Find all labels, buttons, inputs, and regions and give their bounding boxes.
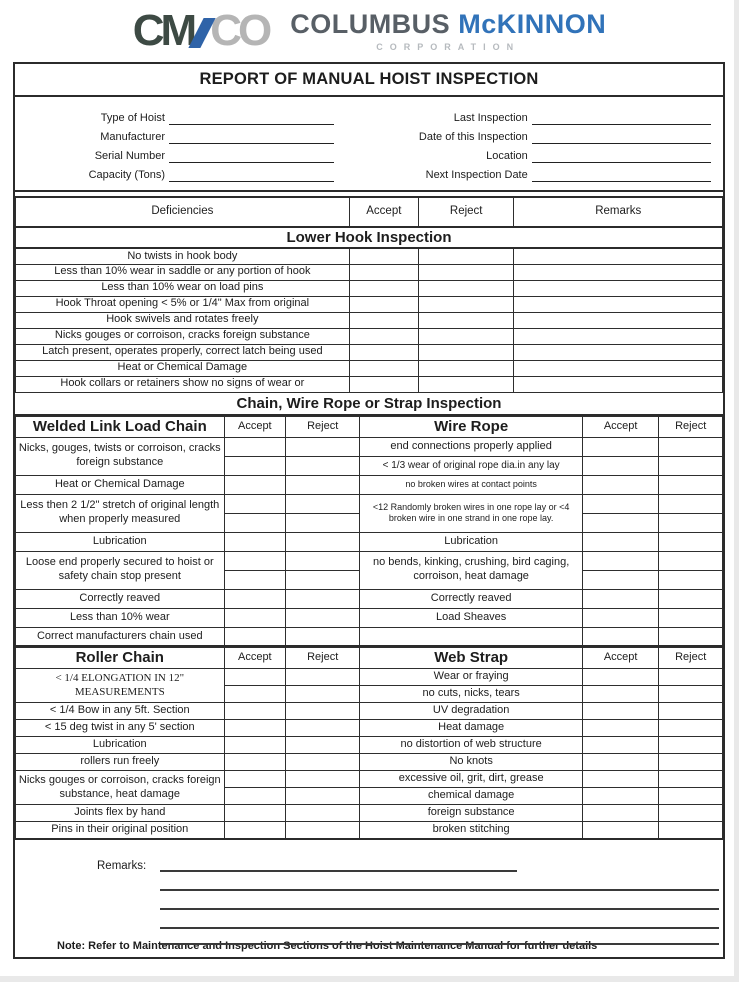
wire-rope-item-label bbox=[360, 627, 583, 646]
reject-cell[interactable] bbox=[659, 570, 723, 589]
remarks-cell[interactable] bbox=[514, 360, 723, 376]
reject-cell[interactable] bbox=[659, 754, 723, 771]
field-label-location: Location bbox=[486, 150, 528, 162]
column-header-reject: Reject bbox=[286, 648, 360, 669]
accept-cell[interactable] bbox=[583, 551, 659, 570]
inspection-row bbox=[16, 280, 723, 296]
remarks-cell[interactable] bbox=[514, 296, 723, 312]
reject-cell[interactable] bbox=[286, 570, 360, 589]
column-header-accept: Accept bbox=[349, 197, 418, 227]
header-fields bbox=[15, 97, 723, 192]
roller-web-strap-table bbox=[15, 647, 723, 840]
reject-cell[interactable] bbox=[418, 312, 513, 328]
web-strap-item-label: No knots bbox=[360, 754, 583, 771]
inspection-row bbox=[16, 805, 723, 822]
reject-cell[interactable] bbox=[659, 513, 723, 532]
reject-cell[interactable] bbox=[659, 456, 723, 475]
reject-cell[interactable] bbox=[286, 532, 360, 551]
web-strap-item-label: no distortion of web structure bbox=[360, 737, 583, 754]
accept-cell[interactable] bbox=[583, 771, 659, 788]
field-input-manufacturer[interactable] bbox=[169, 130, 334, 144]
chain-wire-rope-table bbox=[15, 416, 723, 648]
roller-chain-item-label: < 1/4 Bow in any 5ft. Section bbox=[16, 703, 225, 720]
remarks-cell[interactable] bbox=[514, 344, 723, 360]
remarks-line[interactable] bbox=[160, 870, 517, 872]
inspection-row bbox=[16, 720, 723, 737]
reject-cell[interactable] bbox=[286, 437, 360, 456]
column-header-accept: Accept bbox=[583, 648, 659, 669]
chain-item-label: Correctly reaved bbox=[16, 589, 225, 608]
accept-cell[interactable] bbox=[583, 737, 659, 754]
wire-rope-item-label: Lubrication bbox=[360, 532, 583, 551]
field-input-capacity[interactable] bbox=[169, 168, 334, 182]
remarks-section bbox=[15, 840, 723, 940]
wire-rope-item-label: <12 Randomly broken wires in one rope lay or <4 broken wire in one strand in one rope lay. bbox=[360, 494, 583, 532]
field-row-location bbox=[348, 144, 723, 163]
reject-cell[interactable] bbox=[659, 805, 723, 822]
field-label-next-inspection-date: Next Inspection Date bbox=[425, 169, 528, 181]
remarks-line[interactable] bbox=[160, 889, 719, 891]
reject-cell[interactable] bbox=[659, 589, 723, 608]
reject-cell[interactable] bbox=[659, 822, 723, 839]
field-input-date-of-inspection[interactable] bbox=[532, 130, 711, 144]
reject-cell[interactable] bbox=[418, 296, 513, 312]
section-title-row bbox=[16, 227, 723, 248]
field-row-next-inspection-date bbox=[348, 163, 723, 182]
accept-cell[interactable] bbox=[224, 686, 286, 703]
accept-cell[interactable] bbox=[583, 513, 659, 532]
field-label-serial-number: Serial Number bbox=[94, 150, 165, 162]
reject-cell[interactable] bbox=[659, 771, 723, 788]
reject-cell[interactable] bbox=[286, 822, 360, 839]
inspection-row bbox=[16, 737, 723, 754]
accept-cell[interactable] bbox=[583, 589, 659, 608]
deficiency-label: Hook collars or retainers show no signs of wear or bbox=[16, 376, 350, 392]
reject-cell[interactable] bbox=[286, 475, 360, 494]
inspection-row bbox=[16, 264, 723, 280]
reject-cell[interactable] bbox=[659, 788, 723, 805]
accept-cell[interactable] bbox=[224, 570, 286, 589]
chain-item-label: Less then 2 1/2" stretch of original length when properly measured bbox=[16, 494, 225, 532]
logo-co-letters: CO bbox=[210, 6, 269, 55]
deficiency-label: Less than 10% wear in saddle or any portion of hook bbox=[16, 264, 350, 280]
column-header-accept: Accept bbox=[224, 416, 286, 437]
inspection-row bbox=[16, 437, 723, 456]
field-label-capacity: Capacity (Tons) bbox=[88, 169, 165, 181]
column-header-accept: Accept bbox=[224, 648, 286, 669]
web-strap-item-label: Wear or fraying bbox=[360, 669, 583, 686]
remarks-cell[interactable] bbox=[514, 328, 723, 344]
reject-cell[interactable] bbox=[659, 494, 723, 513]
reject-cell[interactable] bbox=[659, 608, 723, 627]
wire-rope-item-label: Correctly reaved bbox=[360, 589, 583, 608]
field-input-location[interactable] bbox=[532, 149, 711, 163]
block-header-row bbox=[16, 648, 723, 669]
chain-item-label: Lubrication bbox=[16, 532, 225, 551]
section-title-lower-hook: Lower Hook Inspection bbox=[16, 227, 723, 248]
inspection-row bbox=[16, 532, 723, 551]
reject-cell[interactable] bbox=[286, 494, 360, 513]
reject-cell[interactable] bbox=[659, 669, 723, 686]
column-header-accept: Accept bbox=[583, 416, 659, 437]
remarks-cell[interactable] bbox=[514, 264, 723, 280]
column-header-reject: Reject bbox=[286, 416, 360, 437]
deficiency-label: Hook swivels and rotates freely bbox=[16, 312, 350, 328]
corporation-subtitle: CORPORATION bbox=[376, 41, 521, 52]
deficiencies-header-row bbox=[16, 197, 723, 227]
wire-rope-item-label: < 1/3 wear of original rope dia.in any lay bbox=[360, 456, 583, 475]
accept-cell[interactable] bbox=[583, 703, 659, 720]
reject-cell[interactable] bbox=[286, 720, 360, 737]
accept-cell[interactable] bbox=[583, 669, 659, 686]
accept-cell[interactable] bbox=[349, 248, 418, 264]
remarks-label: Remarks: bbox=[97, 859, 147, 872]
roller-chain-item-label: < 1/4 ELONGATION IN 12" MEASUREMENTS bbox=[16, 669, 225, 703]
inspection-row bbox=[16, 754, 723, 771]
inspection-row bbox=[16, 551, 723, 570]
accept-cell[interactable] bbox=[349, 376, 418, 392]
company-name-secondary: McKINNON bbox=[458, 9, 607, 40]
accept-cell[interactable] bbox=[224, 456, 286, 475]
remarks-cell[interactable] bbox=[514, 312, 723, 328]
accept-cell[interactable] bbox=[224, 754, 286, 771]
web-strap-item-label: no cuts, nicks, tears bbox=[360, 686, 583, 703]
column-header-reject: Reject bbox=[659, 648, 723, 669]
field-label-date-of-inspection: Date of this Inspection bbox=[418, 131, 528, 143]
chain-item-label: Heat or Chemical Damage bbox=[16, 475, 225, 494]
inspection-row bbox=[16, 312, 723, 328]
deficiency-label: Hook Throat opening < 5% or 1/4" Max from original bbox=[16, 296, 350, 312]
reject-cell[interactable] bbox=[659, 475, 723, 494]
accept-cell[interactable] bbox=[224, 737, 286, 754]
accept-cell[interactable] bbox=[224, 771, 286, 788]
reject-cell[interactable] bbox=[286, 669, 360, 686]
inspection-row bbox=[16, 669, 723, 686]
reject-cell[interactable] bbox=[418, 376, 513, 392]
roller-chain-item-label: Joints flex by hand bbox=[16, 805, 225, 822]
accept-cell[interactable] bbox=[224, 703, 286, 720]
accept-cell[interactable] bbox=[224, 494, 286, 513]
cmco-logo bbox=[132, 6, 269, 55]
web-strap-item-label: UV degradation bbox=[360, 703, 583, 720]
reject-cell[interactable] bbox=[659, 627, 723, 646]
accept-cell[interactable] bbox=[224, 608, 286, 627]
web-strap-item-label: foreign substance bbox=[360, 805, 583, 822]
deficiency-label: Latch present, operates properly, correct latch being used bbox=[16, 344, 350, 360]
reject-cell[interactable] bbox=[286, 686, 360, 703]
accept-cell[interactable] bbox=[583, 494, 659, 513]
wire-rope-item-label: no bends, kinking, crushing, bird caging, corroison, heat damage bbox=[360, 551, 583, 589]
remarks-line[interactable] bbox=[160, 927, 719, 929]
accept-cell[interactable] bbox=[583, 456, 659, 475]
inspection-row bbox=[16, 627, 723, 646]
reject-cell[interactable] bbox=[286, 805, 360, 822]
inspection-row bbox=[16, 608, 723, 627]
company-name bbox=[290, 10, 606, 38]
reject-cell[interactable] bbox=[418, 280, 513, 296]
accept-cell[interactable] bbox=[349, 344, 418, 360]
reject-cell[interactable] bbox=[659, 737, 723, 754]
accept-cell[interactable] bbox=[583, 532, 659, 551]
field-row-serial-number bbox=[15, 144, 348, 163]
field-row-date-of-inspection bbox=[348, 125, 723, 144]
inspection-row bbox=[16, 360, 723, 376]
accept-cell[interactable] bbox=[349, 264, 418, 280]
inspection-row bbox=[16, 376, 723, 392]
reject-cell[interactable] bbox=[418, 328, 513, 344]
remarks-line[interactable] bbox=[160, 943, 719, 945]
reject-cell[interactable] bbox=[418, 360, 513, 376]
chain-item-label: Correct manufacturers chain used bbox=[16, 627, 225, 646]
deficiency-label: Less than 10% wear on load pins bbox=[16, 280, 350, 296]
column-header-reject: Reject bbox=[659, 416, 723, 437]
roller-chain-item-label: Pins in their original position bbox=[16, 822, 225, 839]
reject-cell[interactable] bbox=[418, 248, 513, 264]
wire-rope-item-label: Load Sheaves bbox=[360, 608, 583, 627]
accept-cell[interactable] bbox=[583, 720, 659, 737]
reject-cell[interactable] bbox=[418, 344, 513, 360]
accept-cell[interactable] bbox=[224, 532, 286, 551]
fields-right-column bbox=[348, 106, 723, 182]
reject-cell[interactable] bbox=[286, 513, 360, 532]
chain-item-label: Nicks, gouges, twists or corroison, cracks foreign substance bbox=[16, 437, 225, 475]
reject-cell[interactable] bbox=[659, 437, 723, 456]
reject-cell[interactable] bbox=[659, 532, 723, 551]
inspection-row bbox=[16, 296, 723, 312]
accept-cell[interactable] bbox=[583, 822, 659, 839]
chain-item-label: Loose end properly secured to hoist or safety chain stop present bbox=[16, 551, 225, 589]
reject-cell[interactable] bbox=[659, 720, 723, 737]
section-title-chain-wire-rope-strap: Chain, Wire Rope or Strap Inspection bbox=[15, 393, 723, 416]
remarks-cell[interactable] bbox=[514, 376, 723, 392]
roller-chain-item-label: Lubrication bbox=[16, 737, 225, 754]
accept-cell[interactable] bbox=[224, 627, 286, 646]
accept-cell[interactable] bbox=[224, 788, 286, 805]
fields-left-column bbox=[15, 106, 348, 182]
reject-cell[interactable] bbox=[659, 551, 723, 570]
reject-cell[interactable] bbox=[286, 703, 360, 720]
accept-cell[interactable] bbox=[583, 570, 659, 589]
accept-cell[interactable] bbox=[583, 608, 659, 627]
accept-cell[interactable] bbox=[224, 513, 286, 532]
accept-cell[interactable] bbox=[349, 312, 418, 328]
accept-cell[interactable] bbox=[224, 475, 286, 494]
accept-cell[interactable] bbox=[583, 788, 659, 805]
web-strap-item-label: chemical damage bbox=[360, 788, 583, 805]
field-row-type-of-hoist bbox=[15, 106, 348, 125]
logo-cm-letters: CM bbox=[132, 6, 194, 55]
accept-cell[interactable] bbox=[224, 805, 286, 822]
column-header-deficiencies: Deficiencies bbox=[16, 197, 350, 227]
inspection-row bbox=[16, 344, 723, 360]
web-strap-item-label: Heat damage bbox=[360, 720, 583, 737]
inspection-row bbox=[16, 589, 723, 608]
field-input-type-of-hoist[interactable] bbox=[169, 111, 334, 125]
inspection-row bbox=[16, 328, 723, 344]
column-header-reject: Reject bbox=[418, 197, 513, 227]
field-label-type-of-hoist: Type of Hoist bbox=[100, 112, 165, 124]
reject-cell[interactable] bbox=[286, 608, 360, 627]
lower-hook-table bbox=[15, 196, 723, 393]
wire-rope-item-label: no broken wires at contact points bbox=[360, 475, 583, 494]
wire-rope-item-label: end connections properly applied bbox=[360, 437, 583, 456]
deficiency-label: No twists in hook body bbox=[16, 248, 350, 264]
reject-cell[interactable] bbox=[286, 771, 360, 788]
reject-cell[interactable] bbox=[286, 551, 360, 570]
field-row-capacity bbox=[15, 163, 348, 182]
roller-chain-item-label: rollers run freely bbox=[16, 754, 225, 771]
inspection-row bbox=[16, 771, 723, 788]
accept-cell[interactable] bbox=[224, 720, 286, 737]
field-label-last-inspection: Last Inspection bbox=[453, 112, 528, 124]
reject-cell[interactable] bbox=[286, 737, 360, 754]
header-web-strap: Web Strap bbox=[360, 648, 583, 669]
inspection-row bbox=[16, 822, 723, 839]
accept-cell[interactable] bbox=[583, 437, 659, 456]
reject-cell[interactable] bbox=[418, 264, 513, 280]
accept-cell[interactable] bbox=[224, 551, 286, 570]
company-wordmark bbox=[290, 10, 606, 51]
company-name-primary: COLUMBUS bbox=[290, 9, 451, 40]
field-label-manufacturer: Manufacturer bbox=[100, 131, 165, 143]
accept-cell[interactable] bbox=[349, 328, 418, 344]
chain-item-label: Less than 10% wear bbox=[16, 608, 225, 627]
accept-cell[interactable] bbox=[349, 296, 418, 312]
reject-cell[interactable] bbox=[286, 627, 360, 646]
field-input-next-inspection-date[interactable] bbox=[532, 168, 711, 182]
field-row-last-inspection bbox=[348, 106, 723, 125]
inspection-row bbox=[16, 475, 723, 494]
note-text: Note: Refer to Maintenance and Inspection Sections of the Hoist Maintenance Manual for further details bbox=[57, 940, 598, 952]
accept-cell[interactable] bbox=[224, 669, 286, 686]
web-strap-item-label: excessive oil, grit, dirt, grease bbox=[360, 771, 583, 788]
column-header-remarks: Remarks bbox=[514, 197, 723, 227]
accept-cell[interactable] bbox=[583, 686, 659, 703]
accept-cell[interactable] bbox=[583, 475, 659, 494]
field-input-last-inspection[interactable] bbox=[532, 111, 711, 125]
inspection-row bbox=[16, 494, 723, 513]
form-title: REPORT OF MANUAL HOIST INSPECTION bbox=[15, 64, 723, 97]
accept-cell[interactable] bbox=[583, 627, 659, 646]
accept-cell[interactable] bbox=[583, 805, 659, 822]
accept-cell[interactable] bbox=[349, 280, 418, 296]
reject-cell[interactable] bbox=[286, 788, 360, 805]
block-header-row bbox=[16, 416, 723, 437]
accept-cell[interactable] bbox=[349, 360, 418, 376]
remarks-cell[interactable] bbox=[514, 248, 723, 264]
field-row-manufacturer bbox=[15, 125, 348, 144]
inspection-form bbox=[13, 62, 725, 959]
reject-cell[interactable] bbox=[659, 686, 723, 703]
accept-cell[interactable] bbox=[224, 437, 286, 456]
header-wire-rope: Wire Rope bbox=[360, 416, 583, 437]
accept-cell[interactable] bbox=[224, 822, 286, 839]
brand-header bbox=[0, 4, 739, 58]
roller-chain-item-label: Nicks gouges or corroison, cracks foreign substance, heat damage bbox=[16, 771, 225, 805]
header-welded-link-load-chain: Welded Link Load Chain bbox=[16, 416, 225, 437]
accept-cell[interactable] bbox=[224, 589, 286, 608]
remarks-line[interactable] bbox=[160, 908, 719, 910]
web-strap-item-label: broken stitching bbox=[360, 822, 583, 839]
reject-cell[interactable] bbox=[286, 589, 360, 608]
accept-cell[interactable] bbox=[583, 754, 659, 771]
reject-cell[interactable] bbox=[286, 754, 360, 771]
header-roller-chain: Roller Chain bbox=[16, 648, 225, 669]
roller-chain-item-label: < 15 deg twist in any 5' section bbox=[16, 720, 225, 737]
inspection-row bbox=[16, 703, 723, 720]
deficiency-label: Nicks gouges or corroison, cracks foreign substance bbox=[16, 328, 350, 344]
inspection-row bbox=[16, 248, 723, 264]
field-input-serial-number[interactable] bbox=[169, 149, 334, 163]
deficiency-label: Heat or Chemical Damage bbox=[16, 360, 350, 376]
reject-cell[interactable] bbox=[659, 703, 723, 720]
remarks-cell[interactable] bbox=[514, 280, 723, 296]
reject-cell[interactable] bbox=[286, 456, 360, 475]
